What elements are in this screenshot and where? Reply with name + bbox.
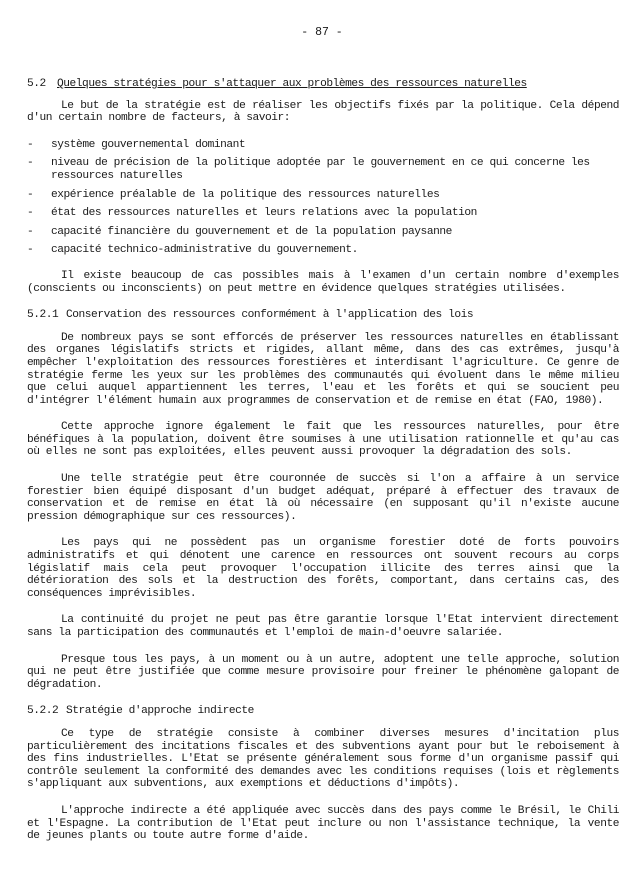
section-title: Quelques stratégies pour s'attaquer aux problèmes des ressources naturelles xyxy=(57,78,527,90)
list-item-text: niveau de précision de la politique adoptée par le gouvernement en ce qui concerne les ressources naturelles xyxy=(51,157,590,182)
list-item xyxy=(27,139,619,152)
list-item xyxy=(27,189,619,202)
page-content xyxy=(27,78,619,857)
section-number: 5.2 xyxy=(27,78,46,90)
paragraph: De nombreux pays se sont efforcés de préserver les ressources naturelles en établissant des organes législatifs stricts et rigides, allant même, dans des cas extrêmes, jusqu'à empêcher l'exploitation des ressources forestières et interdisant l'agriculture. Ce genre de stratégie ferme les yeux sur les problèmes des communautés qui évoluent dans le même milieu que celui auquel appartiennent les terres, l'eau et les forêts et qui se soucient peu d'intégrer l'élément humain aux programmes de conservation et de remise en état (FAO, 1980). xyxy=(27,331,619,407)
bullet-dash: - xyxy=(27,207,34,220)
intro-paragraph: Le but de la stratégie est de réaliser les objectifs fixés par la politique. Cela dépend d'un certain nombre de facteurs, à savoir: xyxy=(27,99,619,125)
subsection-number: 5.2.1 xyxy=(27,309,59,322)
subsection-number: 5.2.2 xyxy=(27,705,59,718)
subsection-title: Stratégie d'approche indirecte xyxy=(66,705,254,718)
list-item-text: état des ressources naturelles et leurs relations avec la population xyxy=(51,207,477,220)
bullet-dash: - xyxy=(27,138,34,151)
paragraph: Ce type de stratégie consiste à combiner diverses mesures d'incitation plus particulièrement des incitations fiscales et des subventions ayant pour but le reboisement à des fins industrielles. L'Etat se présente généralement sous forme d'un organisme passif qui contrôle seulement la conformité des demandes avec les conditions requises (lois et règlements s'appliquant aux subventions, aux exemptions et déductions d'impôts). xyxy=(27,727,619,791)
paragraph: Cette approche ignore également le fait que les ressources naturelles, pour être bénéfiques à la population, doivent être soumises à une utilisation rationnelle et qu'au cas où elles ne sont pas exploitées, elles peuvent aussi provoquer la dégradation des sols. xyxy=(27,421,619,459)
factor-list xyxy=(27,139,619,257)
paragraph: La continuité du projet ne peut pas être garantie lorsque l'Etat intervient directement sans la participation des communautés et l'emploi de main-d'oeuvre salariée. xyxy=(27,614,619,639)
list-item-text: système gouvernemental dominant xyxy=(51,138,246,151)
list-item xyxy=(27,244,619,257)
subsection-heading-5-2-1 xyxy=(27,309,619,322)
subsection-heading-5-2-2 xyxy=(27,705,619,718)
list-item-text: capacité technico-administrative du gouvernement. xyxy=(51,244,358,257)
list-item xyxy=(27,226,619,239)
page-number: - 87 - xyxy=(301,26,343,39)
paragraph: Une telle stratégie peut être couronnée de succès si l'on a affaire à un service forestier bien équipé disposant d'un budget adéquat, préparé à effectuer des travaux de conservation et de remise en état là où nécessaire (en supposant qu'il n'existe aucune pression démographique sur ces ressources). xyxy=(27,473,619,523)
list-item-text: expérience préalable de la politique des ressources naturelles xyxy=(51,188,440,201)
list-item xyxy=(27,157,619,182)
list-item-text: capacité financière du gouvernement et de la population paysanne xyxy=(51,225,452,238)
paragraph: Les pays qui ne possèdent pas un organisme forestier doté de forts pouvoirs administratifs et qui dénotent une carence en ressources ont souvent recours au corps législatif mais cela peut provoquer l'occupation illicite des terres ainsi que la détérioration des sols et la destruction des forêts, comportant, dans certains cas, des conséquences imprévisibles. xyxy=(27,537,619,600)
examples-paragraph: Il existe beaucoup de cas possibles mais à l'examen d'un certain nombre d'exemples (conscients ou inconscients) on peut mettre en évidence quelques stratégies utilisées. xyxy=(27,269,619,295)
subsection-title: Conservation des ressources conformément à l'application des lois xyxy=(66,309,474,322)
paragraph: L'approche indirecte a été appliquée avec succès dans des pays comme le Brésil, le Chili et l'Espagne. La contribution de l'Etat peut inclure ou non l'assistance technique, la vente de jeunes plants ou toute autre forme d'aide. xyxy=(27,804,619,843)
bullet-dash: - xyxy=(27,157,34,170)
bullet-dash: - xyxy=(27,225,34,238)
section-heading xyxy=(27,78,619,91)
list-item xyxy=(27,207,619,220)
paragraph: Presque tous les pays, à un moment ou à un autre, adoptent une telle approche, solution qui ne peut être justifiée que comme mesure provisoire pour freiner le phénomène galopant de dégradation. xyxy=(27,653,619,691)
bullet-dash: - xyxy=(27,244,34,257)
bullet-dash: - xyxy=(27,188,34,201)
